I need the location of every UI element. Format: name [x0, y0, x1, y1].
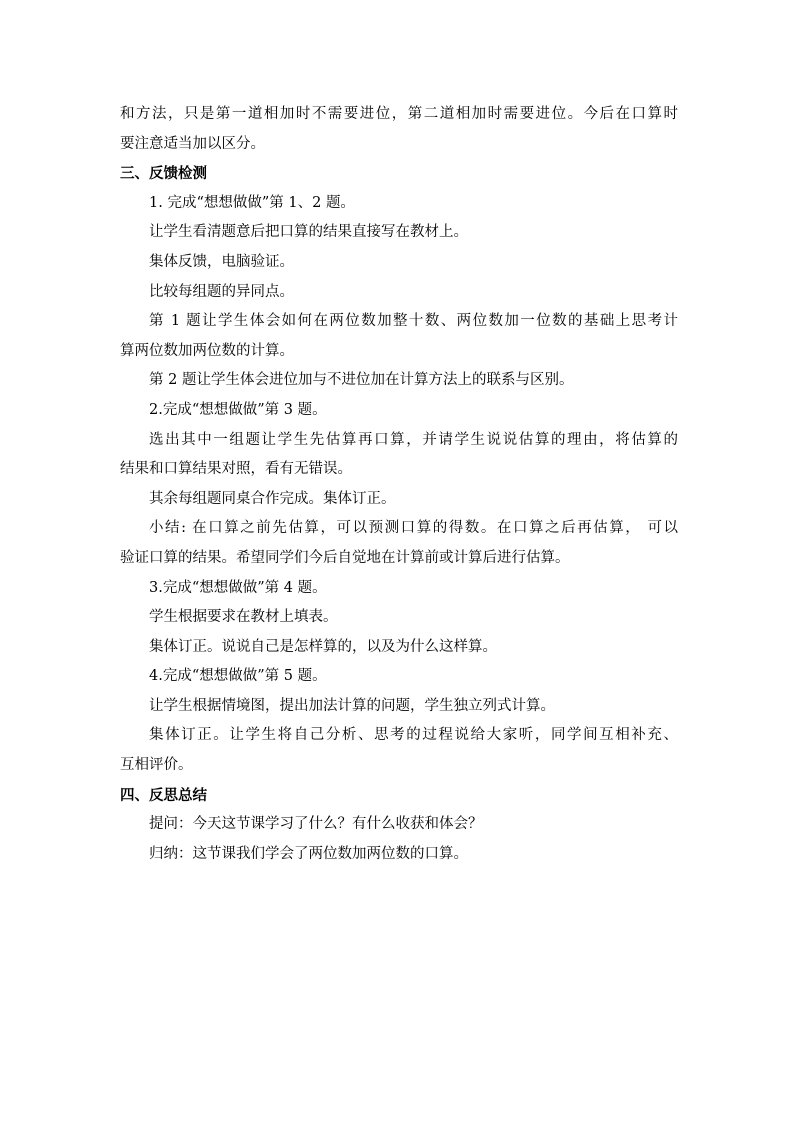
section-heading: 四、反思总结: [120, 786, 207, 804]
paragraph-line: 选出其中一组题让学生先估算再口算，并请学生说说估算的理由，将估算的: [149, 431, 678, 448]
paragraph-continuation-line: 算两位数加两位数的计算。: [120, 342, 294, 359]
paragraph-line: 学生根据要求在教材上填表。: [149, 609, 338, 626]
paragraph-line: 集体订正。让学生将自己分析、思考的过程说给大家听，同学间互相补充、: [149, 727, 678, 744]
paragraph-line: 让学生根据情境图，提出加法计算的问题，学生独立列式计算。: [149, 697, 555, 714]
paragraph-line: 其余每组题同桌合作完成。集体订正。: [149, 490, 396, 507]
paragraph-line: 提问：今天这节课学习了什么？有什么收获和体会？: [149, 816, 483, 833]
paragraph-line: 第 1 题让学生体会如何在两位数加整十数、两位数加一位数的基础上思考计: [149, 313, 678, 330]
paragraph-line: 让学生看清题意后把口算的结果直接写在教材上。: [149, 224, 468, 241]
paragraph-line: 集体订正。说说自己是怎样算的，以及为什么这样算。: [149, 638, 497, 655]
paragraph-line: 归纳：这节课我们学会了两位数加两位数的口算。: [149, 845, 468, 862]
section-heading: 三、反馈检测: [120, 165, 207, 183]
paragraph-line: 1. 完成“想想做做”第 1、2 题。: [149, 194, 355, 211]
paragraph-line: 3.完成“想想做做”第 4 题。: [149, 579, 327, 596]
paragraph-continuation-line: 要注意适当加以区分。: [120, 135, 265, 152]
paragraph-continuation-line: 结果和口算结果对照，看有无错误。: [120, 461, 352, 478]
paragraph-line: 2.完成“想想做做”第 3 题。: [149, 401, 327, 418]
paragraph-continuation-line: 验证口算的结果。希望同学们今后自觉地在计算前或计算后进行估算。: [120, 549, 570, 566]
paragraph-line: 小结: 在口算之前先估算，可以预测口算的得数。在口算之后再估算， 可以: [149, 520, 678, 537]
paragraph-line: 4.完成“想想做做”第 5 题。: [149, 668, 327, 685]
paragraph-line: 比较每组题的异同点。: [149, 283, 294, 300]
paragraph-continuation-line: 互相评价。: [120, 757, 193, 774]
paragraph-continuation-line: 和方法，只是第一道相加时不需要进位，第二道相加时需要进位。今后在口算时: [120, 106, 678, 122]
paragraph-line: 第 2 题让学生体会进位加与不进位加在计算方法上的联系与区别。: [149, 372, 574, 389]
paragraph-line: 集体反馈，电脑验证。: [149, 253, 294, 270]
document-body: [120, 100, 678, 869]
